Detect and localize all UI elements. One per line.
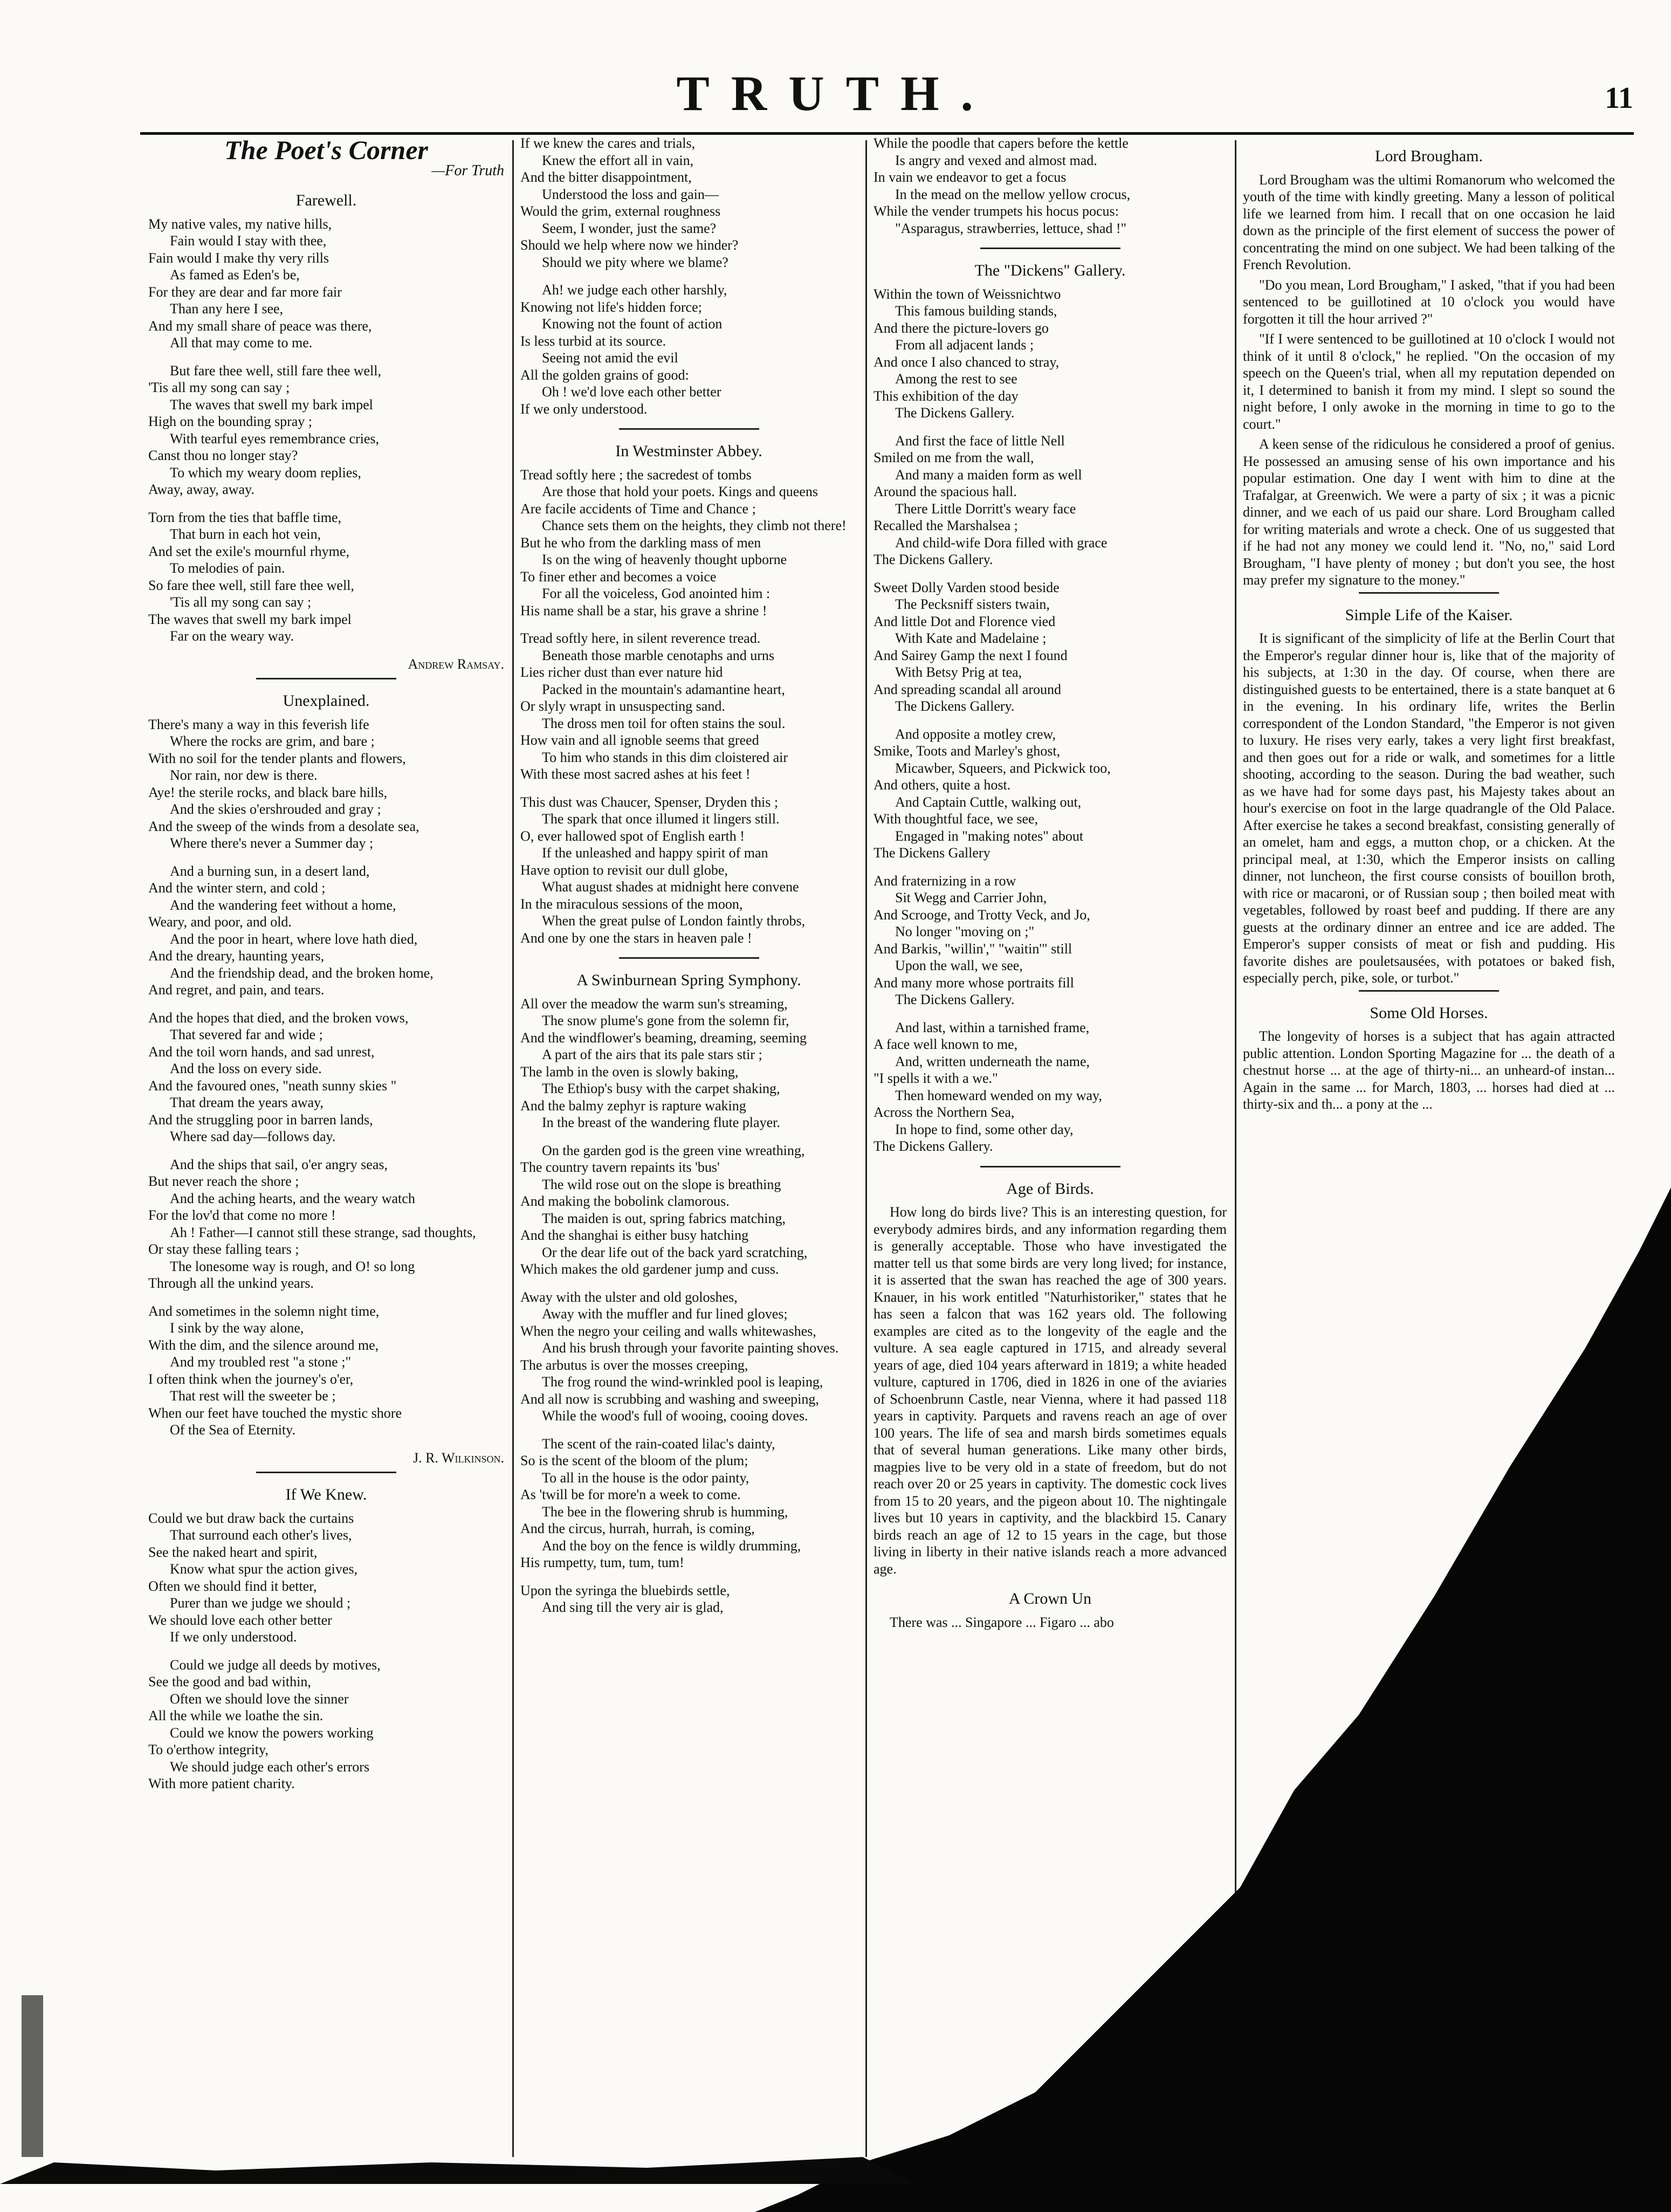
poem-line: The country tavern repaints its 'bus' — [520, 1159, 720, 1175]
poem-line: The Dickens Gallery. — [874, 1138, 993, 1154]
poem-line: And fraternizing in a row — [874, 873, 1016, 889]
poem-line: To melodies of pain. — [170, 560, 285, 576]
poem-line: And once I also chanced to stray, — [874, 354, 1060, 370]
poem-line: Packed in the mountain's adamantine heart, — [542, 681, 785, 697]
poem-line: And Barkis, "willin'," "waitin'" still — [874, 940, 1072, 957]
poem-line: And little Dot and Florence vied — [874, 613, 1056, 629]
poem-line: And his brush through your favorite painting shoves. — [542, 1340, 839, 1356]
poem-line: And making the bobolink clamorous. — [520, 1193, 730, 1209]
poem-line: Recalled the Marshalsea ; — [874, 518, 1018, 533]
poem-line: There's many a way in this feverish life — [148, 716, 369, 732]
poem-line: And many more whose portraits fill — [874, 974, 1074, 991]
poem-body — [520, 995, 857, 1616]
poem-line: The dross men toil for often stains the soul. — [542, 715, 786, 731]
column-1 — [148, 138, 504, 1803]
poem-line: And the bitter disappointment, — [520, 169, 692, 185]
poem-line: Smiled on me from the wall, — [874, 450, 1034, 465]
poem-line: The lamb in the oven is slowly baking, — [520, 1063, 739, 1080]
poem-body — [874, 135, 1227, 237]
column-2 — [520, 135, 857, 2146]
binding-spine — [22, 1995, 43, 2157]
poem-line: With tearful eyes remembrance cries, — [170, 430, 380, 446]
poem-line: This exhibition of the day — [874, 388, 1019, 404]
poem-line: And first the face of little Nell — [895, 432, 1065, 449]
poem-line: Knowing not life's hidden force; — [520, 299, 702, 315]
masthead-title: TRUTH. — [676, 66, 995, 121]
poem-line: Sweet Dolly Varden stood beside — [874, 579, 1060, 595]
poem-line: Knew the effort all in vain, — [542, 152, 694, 168]
poem-line: With Betsy Prig at tea, — [895, 664, 1022, 680]
poem-line: But fare thee well, still fare thee well, — [170, 362, 382, 379]
poem-line: And the favoured ones, "neath sunny skies " — [148, 1077, 397, 1094]
poem-line: Seem, I wonder, just the same? — [542, 220, 717, 236]
poem-line: Engaged in "making notes" about — [895, 828, 1084, 844]
poem-line: For they are dear and far more fair — [148, 284, 342, 300]
poem-line: And Sairey Gamp the next I found — [874, 647, 1068, 663]
poem-line: See the good and bad within, — [148, 1674, 311, 1689]
poem-line: And Captain Cuttle, walking out, — [895, 794, 1082, 810]
poem-line: Around the spacious hall. — [874, 484, 1017, 499]
poem-line: And the circus, hurrah, hurrah, is coming, — [520, 1521, 755, 1536]
poem-line: The lonesome way is rough, and O! so long — [170, 1258, 415, 1274]
poem-line: In the mead on the mellow yellow crocus, — [895, 186, 1131, 202]
poem-line: Is less turbid at its source. — [520, 333, 666, 349]
poem-line: And a burning sun, in a desert land, — [170, 863, 370, 879]
poem-line: And child-wife Dora filled with grace — [895, 534, 1108, 551]
divider — [1359, 592, 1499, 594]
poem-line: The bee in the flowering shrub is humming, — [542, 1503, 788, 1520]
poem-line: And the sweep of the winds from a desolate sea, — [148, 818, 420, 834]
poem-line: Could we judge all deeds by motives, — [170, 1657, 381, 1673]
divider — [256, 1472, 396, 1473]
poem-line: Lies richer dust than ever nature hid — [520, 664, 723, 680]
poem-line: But he who from the darkling mass of men — [520, 534, 761, 551]
poem-line: Tread softly here ; the sacredest of tombs — [520, 466, 752, 483]
poem-body — [874, 286, 1227, 1155]
poem-line: We should love each other better — [148, 1612, 332, 1628]
poem-line: Smike, Toots and Marley's ghost, — [874, 743, 1061, 759]
poem-line: If we only understood. — [520, 401, 648, 417]
poem-line: In the breast of the wandering flute player. — [542, 1115, 780, 1130]
poem-line: And my small share of peace was there, — [148, 318, 372, 334]
poem-line: Purer than we judge we should ; — [170, 1595, 351, 1611]
poem-line: Canst thou no longer stay? — [148, 448, 298, 463]
article-title: Age of Birds. — [1006, 1179, 1094, 1198]
poem-line: Where there's never a Summer day ; — [170, 835, 374, 851]
poem-line: And set the exile's mournful rhyme, — [148, 543, 349, 559]
poem-line: And others, quite a host. — [874, 777, 1011, 793]
poem-line: Often we should love the sinner — [170, 1691, 349, 1707]
poem-line: The Pecksniff sisters twain, — [895, 596, 1050, 612]
poem-line: As famed as Eden's be, — [170, 267, 300, 283]
poem-line: His rumpetty, tum, tum, tum! — [520, 1555, 684, 1570]
poem-line: And regret, and pain, and tears. — [148, 982, 325, 998]
poem-line: And the toil worn hands, and sad unrest, — [148, 1043, 375, 1060]
poem-line: From all adjacent lands ; — [895, 337, 1034, 353]
poem-line: Understood the loss and gain— — [542, 186, 719, 202]
poem-line: In hope to find, some other day, — [895, 1121, 1074, 1137]
poem-line: The snow plume's gone from the solemn fir, — [542, 1013, 789, 1028]
poem-line: Or slyly wrapt in unsuspecting sand. — [520, 698, 725, 714]
poem-line: And the ships that sail, o'er angry seas, — [170, 1156, 388, 1172]
poem-line: Should we help where now we hinder? — [520, 237, 739, 253]
poem-line: So fare thee well, still fare thee well, — [148, 577, 354, 593]
poem-line: When our feet have touched the mystic shore — [148, 1405, 402, 1421]
poem-line: And my troubled rest "a stone ;" — [170, 1354, 352, 1370]
poem-line: How vain and all ignoble seems that greed — [520, 732, 759, 748]
poem-line: With more patient charity. — [148, 1776, 295, 1791]
poem-line: Should we pity where we blame? — [542, 254, 728, 270]
poem-line: My native vales, my native hills, — [148, 216, 332, 232]
poem-line: I often think when the journey's o'er, — [148, 1371, 354, 1387]
poem-line: Seeing not amid the evil — [542, 350, 678, 366]
poem-line: And the skies o'ershrouded and gray ; — [170, 801, 381, 817]
poem-line: Ah! we judge each other harshly, — [542, 282, 727, 298]
poem-line: And the poor in heart, where love hath died, — [170, 931, 418, 947]
poem-line: And one by one the stars in heaven pale ! — [520, 930, 752, 946]
poem-line: With Kate and Madelaine ; — [895, 630, 1047, 646]
poem-line: With the dim, and the silence around me, — [148, 1337, 379, 1353]
poem-line: That dream the years away, — [170, 1095, 324, 1110]
poem-line: The scent of the rain-coated lilac's dainty, — [542, 1435, 775, 1452]
poem-line: All the golden grains of good: — [520, 367, 689, 383]
poem-line: To o'erthow integrity, — [148, 1742, 269, 1757]
poem-line: High on the bounding spray ; — [148, 414, 313, 429]
poem-line: Across the Northern Sea, — [874, 1104, 1015, 1120]
poem-line: Beneath those marble cenotaphs and urns — [542, 647, 775, 663]
poem-line: And all now is scrubbing and washing and sweeping, — [520, 1391, 819, 1407]
poem-line: Is angry and vexed and almost mad. — [895, 152, 1097, 168]
poem-line: We should judge each other's errors — [170, 1758, 370, 1775]
page-number: 11 — [1605, 81, 1633, 115]
poem-title: If We Knew. — [285, 1486, 367, 1503]
poem-line: Would the grim, external roughness — [520, 203, 721, 219]
poem-line: Upon the syringa the bluebirds settle, — [520, 1582, 730, 1598]
poem-line: Micawber, Squeers, and Pickwick too, — [895, 760, 1111, 776]
poem-line: See the naked heart and spirit, — [148, 1544, 318, 1560]
poem-body — [148, 716, 504, 1439]
poem-line: The Ethiop's busy with the carpet shaking, — [542, 1081, 780, 1096]
poem-line: Are those that hold your poets. Kings and queens — [542, 484, 818, 499]
poem-line: Could we know the powers working — [170, 1725, 374, 1741]
article-body: There was ... Singapore ... Figaro ... abo — [890, 1614, 1114, 1630]
poem-line: But never reach the shore ; — [148, 1173, 299, 1189]
poem-line: And there the picture-lovers go — [874, 320, 1049, 336]
poem-body — [148, 1510, 504, 1792]
poem-line: All over the meadow the warm sun's streaming, — [520, 995, 788, 1012]
poem-line: While the poodle that capers before the kettle — [874, 135, 1129, 151]
poem-line: Than any here I see, — [170, 301, 284, 317]
poem-line: For the lov'd that come no more ! — [148, 1207, 336, 1223]
poem-title: In Westminster Abbey. — [615, 442, 762, 460]
article-body: The longevity of horses is a subject that has again attracted public attention. London Sporting Magazine for ... the death of a chestnut horse ... at the age of thirty-ni... an unheard-of instan... Again in the same ... for March, 1803, ... horses had died at ... thirty-six and th... a pony at the ... — [1243, 1028, 1615, 1112]
poem-line: Then homeward wended on my way, — [895, 1087, 1102, 1103]
poem-line: The wild rose out on the slope is breathing — [542, 1176, 781, 1192]
column-divider — [512, 140, 514, 2157]
poem-line: And the friendship dead, and the broken home, — [170, 965, 434, 981]
poem-line: If we knew the cares and trials, — [520, 135, 696, 151]
poem-line: With thoughtful face, we see, — [874, 811, 1039, 827]
poem-line: To him who stands in this dim cloistered air — [542, 749, 788, 765]
poem-author: Andrew Ramsay. — [408, 656, 504, 672]
poem-line: Away, away, away. — [148, 482, 255, 497]
poem-line: That surround each other's lives, — [170, 1527, 352, 1543]
divider — [980, 1166, 1120, 1167]
poem-line: And Scrooge, and Trotty Veck, and Jo, — [874, 906, 1090, 923]
poem-line: To all in the house is the odor painty, — [542, 1469, 749, 1486]
poem-line: The Dickens Gallery. — [895, 405, 1015, 421]
poem-line: The waves that swell my bark impel — [148, 611, 352, 627]
poem-title: The "Dickens" Gallery. — [974, 262, 1126, 279]
poem-line: Weary, and poor, and old. — [148, 914, 292, 930]
article-paragraph: A keen sense of the ridiculous he considered a proof of genius. He possessed an amusing sense of his own importance and his popular estimation. One day I went with him to dine at the Trafalgar, at Greenwich. We were a party of six ; it was a picnic dinner, and we each of us paid our share. Lord Brougham called for writing materials and wrote a check. One of us suggested that if he had not any money we could lend it. "No, no," said Lord Brougham, "I have plenty of money ; but don't you see, the host may prefer my signature to the money." — [1243, 436, 1615, 588]
poem-line: Where the rocks are grim, and bare ; — [170, 733, 375, 749]
poem-line: I sink by the way alone, — [170, 1320, 304, 1336]
poem-line: Or the dear life out of the back yard scratching, — [542, 1244, 808, 1260]
divider — [619, 957, 759, 959]
poem-line: Nor rain, nor dew is there. — [170, 767, 318, 783]
poem-line: And the windflower's beaming, dreaming, seeming — [520, 1029, 807, 1046]
poem-line: Oh ! we'd love each other better — [542, 384, 721, 400]
poem-line: Could we but draw back the curtains — [148, 1510, 354, 1526]
poem-line: And sometimes in the solemn night time, — [148, 1303, 380, 1319]
poem-line: The waves that swell my bark impel — [170, 396, 373, 413]
poem-line: And sing till the very air is glad, — [542, 1599, 724, 1615]
poem-line: As 'twill be for more'n a week to come. — [520, 1487, 741, 1502]
section-heading: The Poet's Corner — [224, 138, 428, 165]
byline: —For Truth — [431, 162, 504, 179]
poem-line: Far on the weary way. — [170, 628, 294, 644]
poem-line: And the winter stern, and cold ; — [148, 880, 326, 896]
poem-line: That severed far and wide ; — [170, 1027, 323, 1042]
poem-line: To which my weary doom replies, — [170, 464, 361, 480]
poem-line: Of the Sea of Eternity. — [170, 1422, 295, 1438]
article-body: How long do birds live? This is an interesting question, for everybody admires birds, and any information regarding them is generally acceptable. Those who have investigated the matter tell us that some birds are very long lived; for instance, it is asserted that the swan has reached the age of 300 years. Knauer, in his work entitled "Naturhistoriker," states that he has seen a falcon that was 162 years old. The following examples are cited as to the longevity of the eagle and the vulture. A sea eagle captured in 1715, and already several years of age, died 104 years afterward in 1819; a white headed vulture, captured in 1706, died in 1826 in one of the aviaries of Schoenbrunn Castle, near Vienna, where it had passed 118 years in captivity. Parquets and ravens reach an age of over 100 years. The life of sea and marsh birds sometimes equals that of several human generations. Like many other birds, magpies live to be very old in a state of freedom, but do not reach over 20 or 25 years in captivity. The domestic cock lives from 15 to 20 years, and the pigeon about 10. The nightingale lives but 10 years in captivity, and the blackbird 15. Canary birds reach an age of 12 to 15 years in the cage, but those living in liberty in their native islands reach a more advanced age. — [874, 1204, 1227, 1577]
poem-line: Is on the wing of heavenly thought upborne — [542, 552, 787, 567]
poem-line: And the boy on the fence is wildly drumming, — [542, 1537, 801, 1554]
poem-line: Fain would I stay with thee, — [170, 233, 327, 249]
poem-line: And the struggling poor in barren lands, — [148, 1111, 373, 1128]
article-body: It is significant of the simplicity of life at the Berlin Court that the Emperor's regular dinner hour is, like that of the majority of his subjects, at 1:30 in the day. Of course, when there are distinguished guests to be entertained, there is a state banquet at 6 in the evening. In his ordinary life, writes the Berlin correspondent of the London Standard, "the Emperor is not given to luxury. He rises very early, takes a very light first breakfast, and then goes out for a ride or walk, and sometimes for a little shooting, according to the season. During the bad weather, such as we have had for some days past, his Majesty takes about an hour's exercise on foot in the large quadrangle of the Old Palace. After exercise he takes a second breakfast, consisting generally of an omelet, ham and eggs, a mutton chop, or a chicken. At the principal meal, at 1:30, which the Emperor insists on calling dinner, not luncheon, the first course consists of bouillon broth, with rice or macaroni, or of Russian soup ; then boiled meat with vegetables, followed by roast beef and pudding. If there are any guests at the ordinary dinner an entree and ice are added. The Emperor's supper consists of meat or fish and pudding. His favorite dishes are pouletsausées, with potatoes or baked fish, especially perch, pike, sole, or turbot." — [1243, 630, 1615, 986]
poem-line: A face well known to me, — [874, 1036, 1018, 1052]
poem-line: Where sad day—follows day. — [170, 1129, 336, 1144]
poem-line: The Dickens Gallery — [874, 845, 991, 861]
poem-line: In vain we endeavor to get a focus — [874, 169, 1067, 185]
poem-line: And, written underneath the name, — [895, 1053, 1090, 1069]
poem-line: Ah ! Father—I cannot still these strange, sad thoughts, — [170, 1224, 476, 1240]
poem-line: So is the scent of the bloom of the plum; — [520, 1453, 748, 1468]
poem-line: The arbutus is over the mosses creeping, — [520, 1357, 748, 1373]
column-divider — [865, 140, 867, 2157]
poem-line: "Asparagus, strawberries, lettuce, shad !" — [895, 220, 1127, 236]
poem-line: To finer ether and becomes a voice — [520, 568, 717, 585]
poem-line: The spark that once illumed it lingers still. — [542, 811, 780, 827]
poem-line: No longer "moving on ;" — [895, 924, 1035, 939]
poem-line: All that may come to me. — [170, 335, 313, 351]
poem-line: For all the voiceless, God anointed him : — [542, 586, 771, 601]
poem-line: Often we should find it better, — [148, 1578, 317, 1594]
poem-line: Which makes the old gardener jump and cuss. — [520, 1261, 779, 1277]
poem-line: Within the town of Weissnichtwo — [874, 286, 1061, 302]
poem-title: A Swinburnean Spring Symphony. — [576, 971, 801, 989]
poem-line: A part of the airs that its pale stars stir ; — [542, 1047, 762, 1062]
article-title: Simple Life of the Kaiser. — [1345, 606, 1513, 624]
poem-line: And the hopes that died, and the broken vows, — [148, 1009, 409, 1026]
poem-title: Farewell. — [295, 191, 357, 209]
poem-line: With these most sacred ashes at his feet ! — [520, 766, 751, 782]
poem-line: What august shades at midnight here convene — [542, 879, 799, 895]
poem-line: That burn in each hot vein, — [170, 526, 321, 542]
poem-line: If the unleashed and happy spirit of man — [542, 845, 768, 861]
divider — [980, 248, 1120, 249]
poem-line: Knowing not the fount of action — [542, 316, 723, 332]
poem-line: His name shall be a star, his grave a shrine ! — [520, 602, 767, 619]
poem-line: And spreading scandal all around — [874, 681, 1062, 697]
poem-line: When the negro your ceiling and walls whitewashes, — [520, 1323, 816, 1339]
poem-body — [520, 135, 857, 417]
poem-line: That rest will the sweeter be ; — [170, 1388, 336, 1404]
poem-line: When the great pulse of London faintly throbs, — [542, 913, 806, 929]
divider — [256, 678, 396, 679]
poem-line: The Dickens Gallery. — [874, 552, 993, 567]
divider — [619, 428, 759, 430]
poem-line: Or stay these falling tears ; — [148, 1241, 299, 1257]
poem-line: If we only understood. — [170, 1629, 297, 1645]
poem-line: The Dickens Gallery. — [895, 698, 1015, 714]
poem-line: And last, within a tarnished frame, — [895, 1019, 1090, 1035]
poem-line: And the aching hearts, and the weary watch — [170, 1190, 415, 1206]
poem-line: While the vender trumpets his hocus pocus: — [874, 203, 1119, 219]
poem-line: All the while we loathe the sin. — [148, 1708, 324, 1723]
poem-line: With no soil for the tender plants and flowers, — [148, 750, 406, 766]
poem-line: Are facile accidents of Time and Chance ; — [520, 500, 756, 517]
poem-line: And the dreary, haunting years, — [148, 948, 325, 964]
poem-line: The Dickens Gallery. — [895, 992, 1015, 1007]
divider — [1359, 990, 1499, 992]
poem-line: Aye! the sterile rocks, and black bare hills, — [148, 784, 388, 800]
poem-body — [148, 216, 504, 645]
poem-line: And the balmy zephyr is rapture waking — [520, 1097, 746, 1114]
article-paragraph: "If I were sentenced to be guillotined at 10 o'clock I would not think of it until 8 o'clock," he replied. "On the occasion of my speech on the Queen's trial, when all my reputation depended on it, I determined to banish it from my mind. I slept so sound the night before, I only awoke in the morning in time to go to the court." — [1243, 331, 1615, 432]
poem-line: Among the rest to see — [895, 371, 1017, 387]
poem-line: And the loss on every side. — [170, 1061, 322, 1076]
poem-line: The frog round the wind-wrinkled pool is leaping, — [542, 1374, 823, 1390]
poem-line: On the garden god is the green vine wreathing, — [542, 1142, 805, 1158]
poem-body — [520, 466, 857, 947]
poem-line: This dust was Chaucer, Spenser, Dryden this ; — [520, 794, 779, 810]
poem-line: And the wandering feet without a home, — [170, 897, 396, 913]
poem-line: And opposite a motley crew, — [895, 726, 1056, 742]
poem-line: While the wood's full of wooing, cooing doves. — [542, 1408, 808, 1424]
page-edge-shadow — [0, 2146, 917, 2184]
poem-line: Sit Wegg and Carrier John, — [895, 890, 1047, 905]
poem-line: Tread softly here, in silent reverence tread. — [520, 630, 761, 646]
poem-line: 'Tis all my song can say ; — [148, 380, 290, 395]
poem-line: And the shanghai is either busy hatching — [520, 1227, 749, 1243]
article-title: A Crown Un — [1008, 1590, 1092, 1608]
poem-line: Know what spur the action gives, — [170, 1561, 358, 1577]
poem-line: The maiden is out, spring fabrics matching, — [542, 1210, 786, 1226]
column-divider — [1235, 140, 1236, 2157]
article-title: Some Old Horses. — [1370, 1004, 1488, 1022]
poem-line: This famous building stands, — [895, 303, 1057, 319]
column-3 — [874, 135, 1227, 2146]
poem-line: 'Tis all my song can say ; — [170, 594, 312, 610]
poem-line: Away with the muffler and fur lined gloves; — [542, 1306, 788, 1322]
article-paragraph: "Do you mean, Lord Brougham," I asked, "that if you had been sentenced to be guillotined at 10 o'clock you would have forgotten it till the hour arrived ?" — [1243, 277, 1615, 327]
poem-line: Fain would I make thy very rills — [148, 250, 329, 266]
poem-line: Have option to revisit our dull globe, — [520, 862, 728, 878]
poem-line: Away with the ulster and old goloshes, — [520, 1289, 738, 1305]
poem-line: Torn from the ties that baffle time, — [148, 509, 341, 525]
poem-line: Upon the wall, we see, — [895, 958, 1023, 973]
poem-line: And many a maiden form as well — [895, 466, 1082, 483]
poem-title: Unexplained. — [283, 692, 370, 710]
poem-author: J. R. Wilkinson. — [412, 1450, 504, 1466]
poem-line: "I spells it with a we." — [874, 1070, 998, 1086]
poem-line: O, ever hallowed spot of English earth ! — [520, 828, 745, 844]
article-title: Lord Brougham. — [1375, 147, 1483, 165]
poem-line: Chance sets them on the heights, they climb not there! — [542, 518, 847, 533]
poem-line: Through all the unkind years. — [148, 1275, 314, 1291]
poem-line: In the miraculous sessions of the moon, — [520, 896, 743, 912]
article-paragraph: Lord Brougham was the ultimi Romanorum who welcomed the youth of the time with kindly greeting. Many a lesson of political life we learned from him. I recall that on one occasion he laid down as the principle of the first element of success the power of concentrating the mind on one subject. We had been talking of the French Revolution. — [1243, 171, 1615, 272]
poem-line: There Little Dorritt's weary face — [895, 500, 1076, 517]
